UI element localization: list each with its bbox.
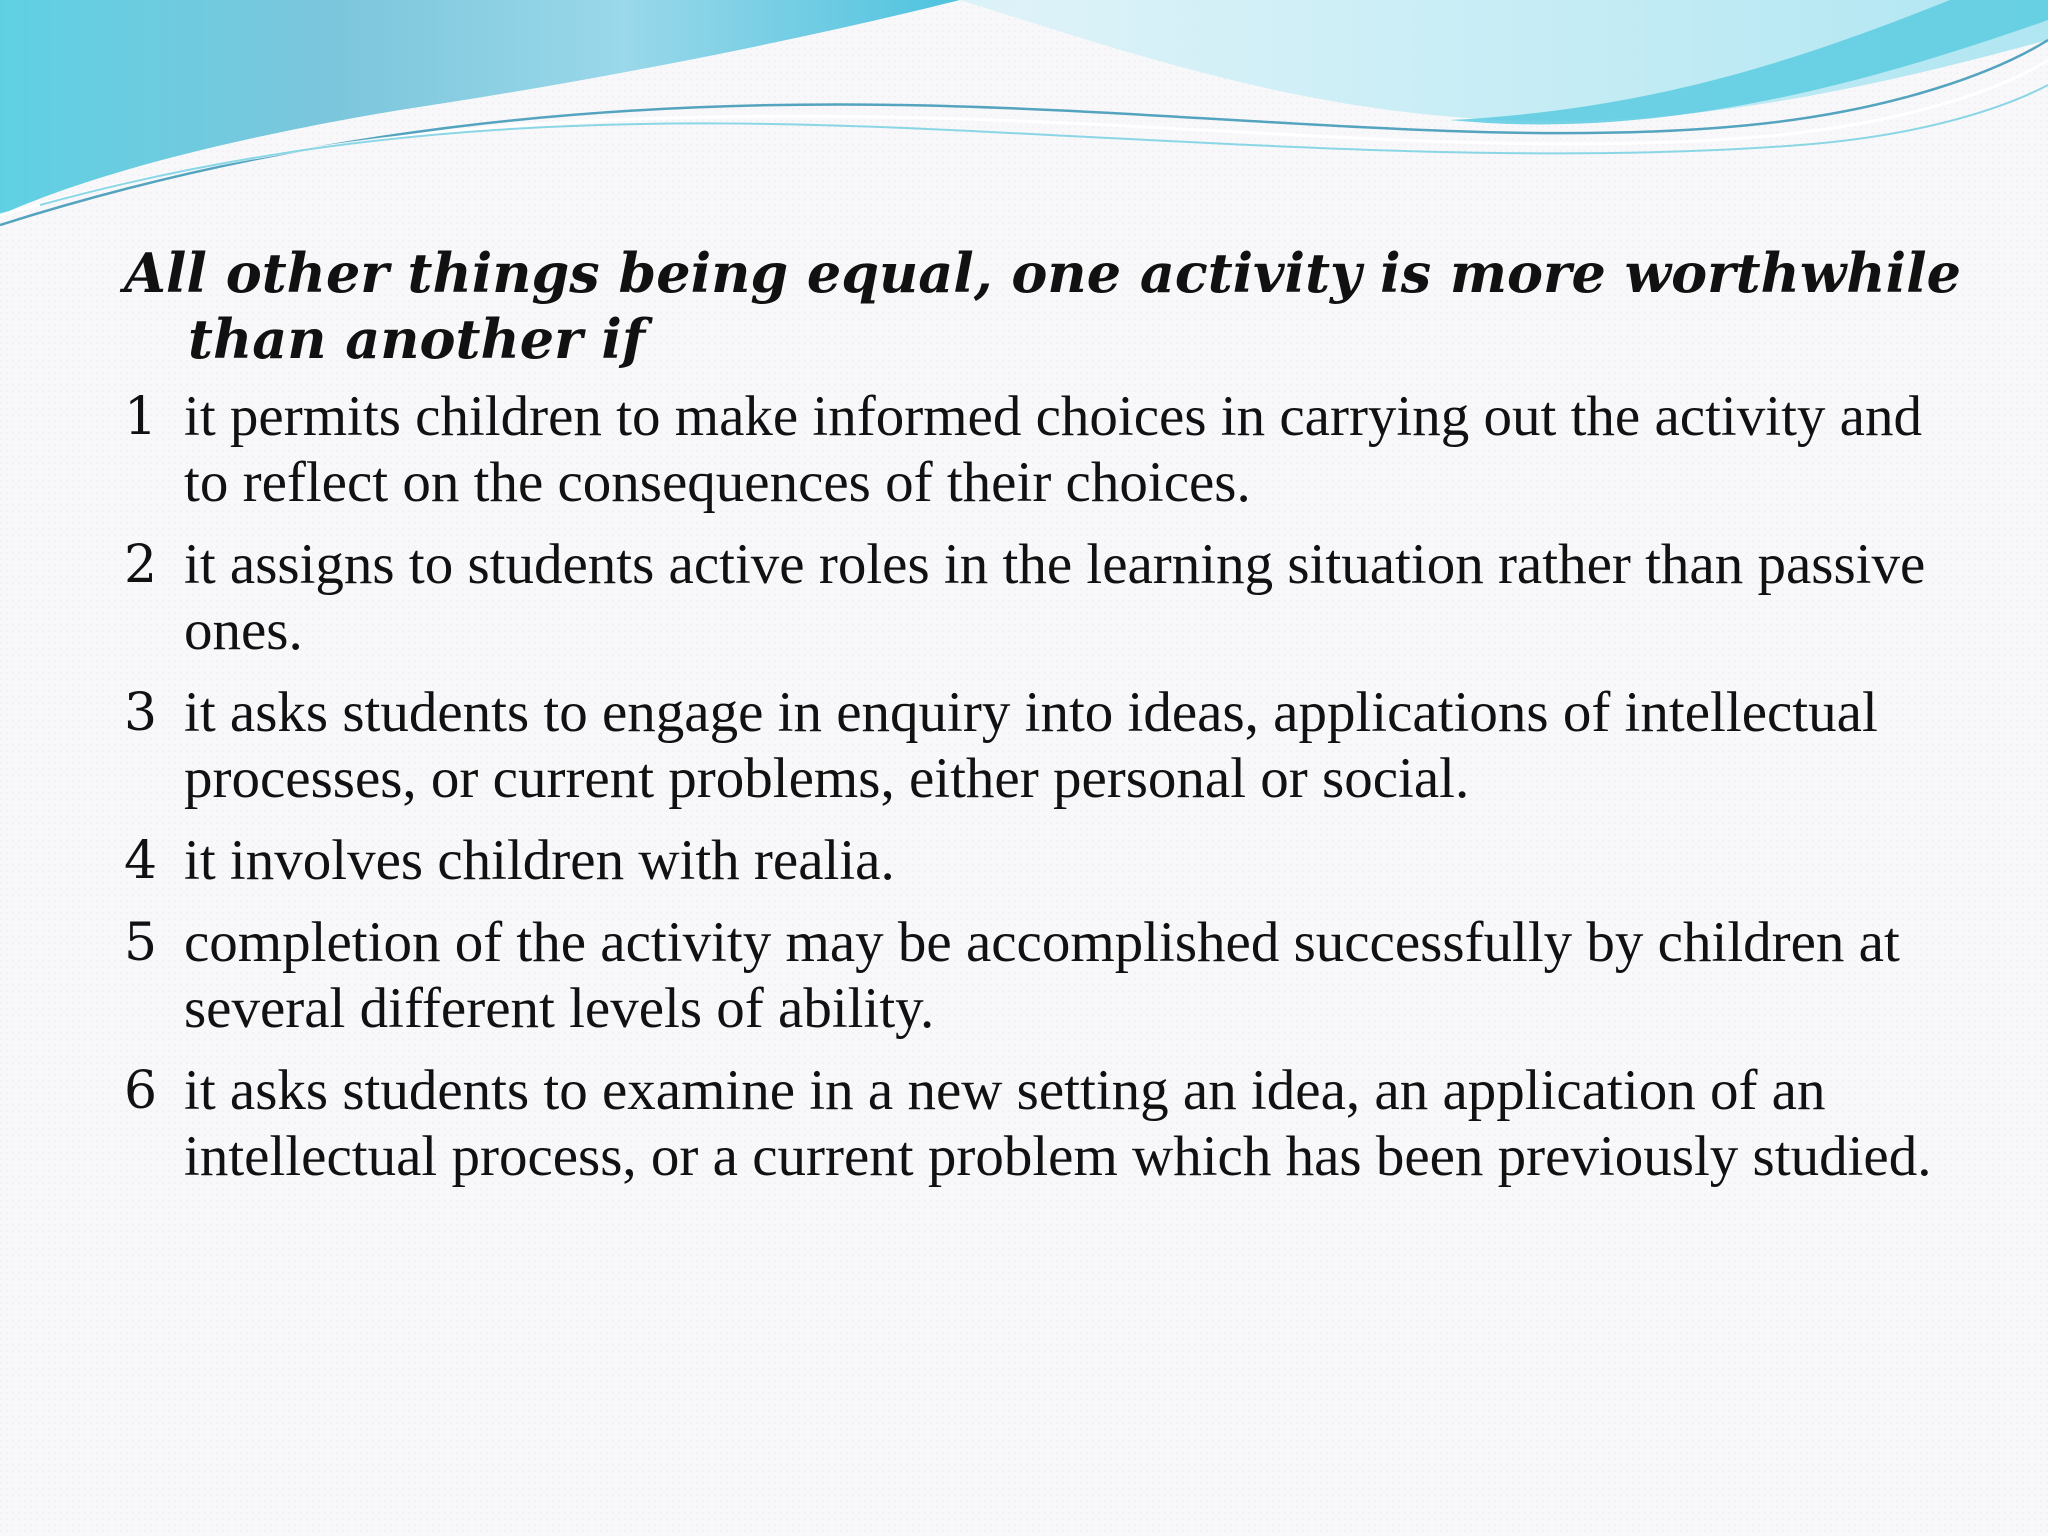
item-number: 3 [124,683,158,743]
slide-intro: All other things being equal, one activity is more worthwhile than another if [124,241,1961,371]
item-text: it assigns to students active roles in the learning situation rather than passive ones. [184,533,1926,662]
item-number: 5 [124,913,158,973]
item-number: 1 [124,387,158,447]
item-text: it asks students to engage in enquiry into ideas, applications of intellectual processes, or current problems, either personal or social. [184,681,1878,810]
item-text: it asks students to examine in a new setting an idea, an application of an intellectual process, or a current problem which has been previously studied. [184,1059,1932,1188]
list-item [124,680,1964,812]
item-text: it involves children with realia. [184,829,895,892]
list-item [124,828,1964,894]
list-item [124,384,1964,516]
criteria-list [124,384,1964,1190]
list-item [124,532,1964,664]
list-item [124,1058,1964,1190]
list-item [124,910,1964,1042]
item-text: completion of the activity may be accomplished successfully by children at several different levels of ability. [184,911,1900,1040]
decorative-wave-header [0,0,2048,260]
wave-shape-left [0,0,960,215]
item-number: 2 [124,535,158,595]
item-number: 4 [124,831,158,891]
item-text: it permits children to make informed choices in carrying out the activity and to reflect on the consequences of their choices. [184,385,1922,514]
slide-content [124,240,1964,1206]
item-number: 6 [124,1061,158,1121]
